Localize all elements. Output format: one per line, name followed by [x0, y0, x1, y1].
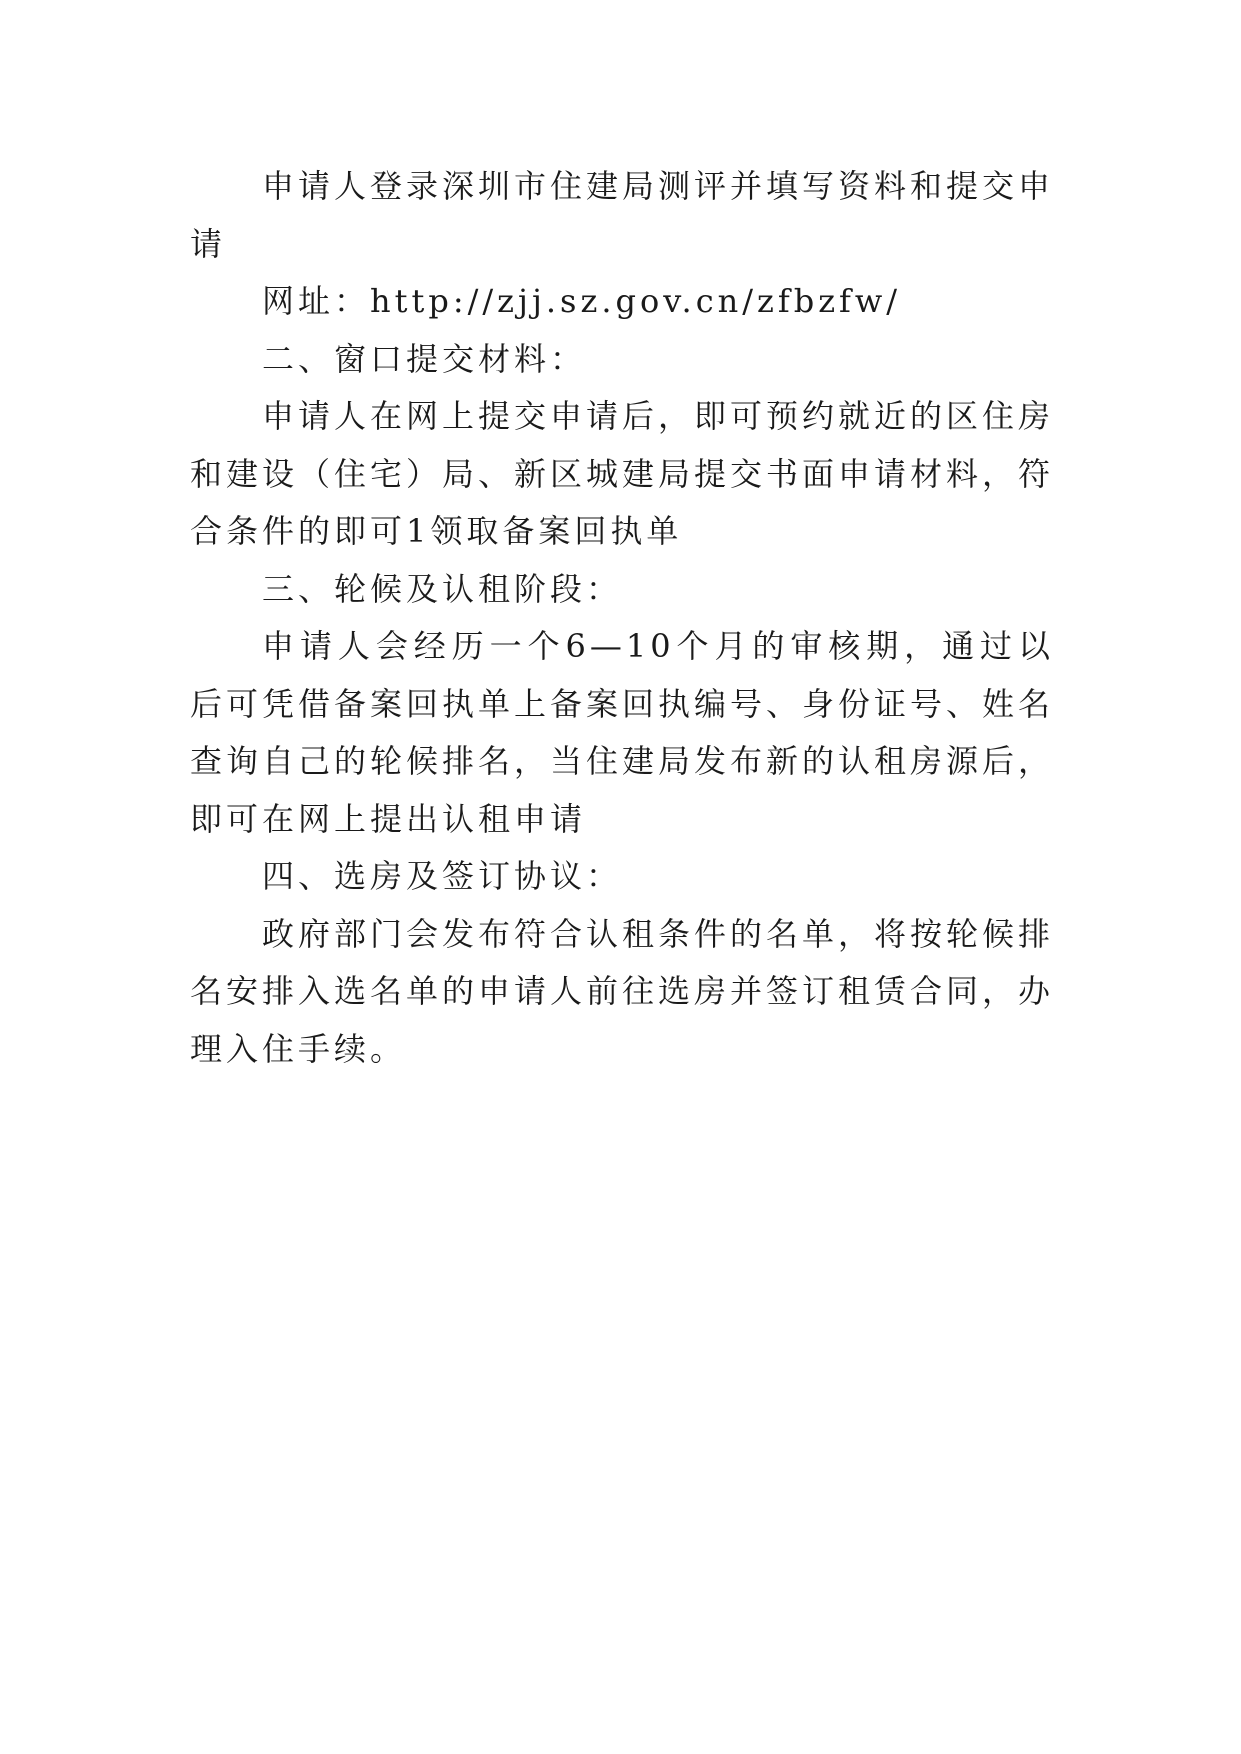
paragraph-waiting-and-rental: 申请人会经历一个6—10个月的审核期，通过以后可凭借备案回执单上备案回执编号、身份证号、姓名查询自己的轮候排名，当住建局发布新的认租房源后，即可在网上提出认租申请: [190, 627, 1055, 838]
heading-window-submission: 二、窗口提交材料：: [262, 339, 587, 378]
paragraph-window-submission: 申请人在网上提交申请后，即可预约就近的区住房和建设（住宅）局、新区城建局提交书面申请材料，符合条件的即可1领取备案回执单: [190, 397, 1055, 550]
paragraph-selection-and-agreement: 政府部门会发布符合认租条件的名单，将按轮候排名安排入选名单的申请人前往选房并签订租赁合同，办理入住手续。: [190, 914, 1055, 1068]
heading-selection-and-agreement: 四、选房及签订协议：: [262, 857, 623, 895]
paragraph-online-application: 申请人登录深圳市住建局测评并填写资料和提交申请: [190, 167, 1055, 263]
paragraph-website-url: 网址：http://zjj.sz.gov.cn/zfbzfw/: [262, 282, 902, 320]
document-body: [190, 158, 1054, 1078]
heading-waiting-and-rental: 三、轮候及认租阶段：: [262, 569, 623, 608]
